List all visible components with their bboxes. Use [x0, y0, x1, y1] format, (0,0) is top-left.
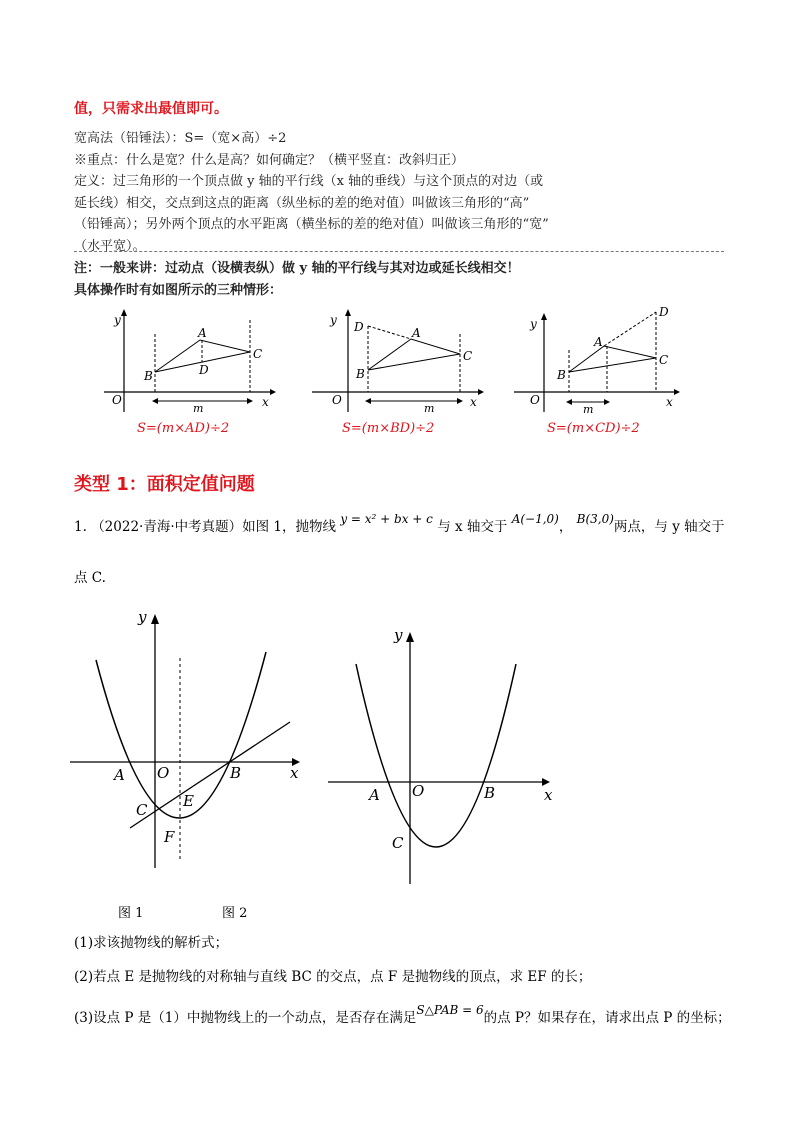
fig2-o-label: O [332, 393, 342, 407]
question-1-line-1 [74, 512, 734, 535]
fig-1-c-label: C [136, 801, 148, 819]
point-b: B(3,0) [576, 512, 614, 526]
intro-note: 值，只需求出最值即可。 [74, 101, 228, 117]
method-line-6: （水平宽）。 [74, 238, 146, 254]
point-a: A(−1,0) [511, 512, 559, 526]
fig1-b-label: B [144, 369, 153, 383]
question-text-mid: 与 x 轴交于 [437, 519, 508, 535]
method-line-4: 延长线）相交，交点到这点的距离（纵坐标的差的绝对值）叫做该三角形的“高” [74, 195, 530, 211]
fig-2-c-label: C [392, 834, 404, 852]
fig3-a-label: A [594, 335, 603, 349]
part-3-math: S△PAB = 6 [416, 1003, 484, 1017]
fig-1-e-label: E [183, 792, 194, 810]
question-source: （2022·青海·中考真题）如图 1，抛物线 [91, 519, 337, 535]
formula-2: S=(m×BD)÷2 [342, 421, 435, 436]
fig3-b-label: B [557, 368, 566, 382]
part-3 [74, 1003, 731, 1026]
method-line-1: 宽高法（铅锤法）：S=（宽×高）÷2 [74, 131, 287, 146]
method-line-2: ※重点：什么是宽？什么是高？如何确定？（横平竖直：改斜归正） [74, 152, 465, 168]
method-line-5: （铅锤高）；另外两个顶点的水平距离（横坐标的差的绝对值）叫做该三角形的“宽” [74, 217, 549, 232]
figure-1 [66, 600, 316, 890]
part-3-before: (3)设点 P 是（1）中抛物线上的一个动点，是否存在满足 [74, 1010, 417, 1026]
fig1-o-label: O [112, 393, 122, 407]
note-line-2: 具体操作时有如图所示的三种情形： [74, 282, 283, 298]
figure-2 [326, 620, 566, 890]
fig1-d-label: D [199, 363, 209, 377]
fig-1-f-label: F [164, 828, 175, 846]
dashed-divider [74, 251, 724, 252]
fig2-a-label: A [412, 326, 421, 340]
small-figure-1 [100, 304, 280, 416]
fig1-c-label: C [253, 347, 263, 361]
fig-1-a-label: A [114, 766, 125, 784]
fig-1-x-label: x [290, 764, 299, 782]
section-heading: 类型 1：面积定值问题 [74, 474, 255, 495]
fig2-m-label: m [424, 402, 435, 415]
fig-2-a-label: A [369, 786, 380, 804]
fig1-m-label: m [193, 402, 204, 415]
question-number: 1. [74, 519, 87, 535]
fig1-y-label: y [114, 313, 121, 327]
part-1: (1)求该抛物线的解析式； [74, 935, 229, 951]
fig-1-b-label: B [230, 764, 242, 782]
fig-1-y-label: y [138, 608, 147, 626]
note-line-1: 注：一般来讲：过动点（设横表纵）做 y 轴的平行线与其对边或延长线相交！ [74, 261, 520, 276]
question-text-end: 两点，与 y 轴交于 [613, 519, 725, 535]
method-box [74, 128, 722, 257]
fig3-m-label: m [583, 403, 594, 416]
figure-2-caption: 图 2 [222, 906, 248, 921]
fig-2-y-label: y [394, 626, 403, 644]
question-comma: ， [558, 519, 573, 535]
part-3-after: 的点 P？如果存在，请求出点 P 的坐标； [483, 1010, 731, 1026]
parabola-equation: y = x² + bx + c [340, 512, 433, 526]
fig3-x-label: x [666, 395, 673, 409]
small-figure-2 [308, 304, 488, 416]
fig-1-o-label: O [157, 764, 170, 782]
fig2-b-label: B [356, 367, 365, 381]
method-line-3: 定义：过三角形的一个顶点做 y 轴的平行线（x 轴的垂线）与这个顶点的对边（或 [74, 174, 544, 189]
formula-3: S=(m×CD)÷2 [547, 421, 640, 436]
figure-1-caption: 图 1 [118, 906, 144, 921]
note-box [74, 258, 520, 301]
fig3-y-label: y [530, 317, 537, 331]
fig2-d-label: D [354, 320, 364, 334]
fig1-a-label: A [198, 326, 207, 340]
fig-2-x-label: x [544, 786, 553, 804]
small-figure-3 [508, 304, 688, 416]
fig3-c-label: C [659, 353, 669, 367]
fig2-x-label: x [470, 395, 477, 409]
fig2-c-label: C [463, 349, 473, 363]
fig2-y-label: y [330, 313, 337, 327]
part-2: (2)若点 E 是抛物线的对称轴与直线 BC 的交点，点 F 是抛物线的顶点，求 EF 的长； [74, 969, 592, 985]
fig3-d-label: D [659, 305, 669, 319]
fig-2-b-label: B [484, 784, 496, 802]
question-1-line-2: 点 C. [74, 570, 106, 586]
fig-2-o-label: O [412, 782, 425, 800]
fig3-o-label: O [530, 393, 540, 407]
formula-1: S=(m×AD)÷2 [137, 421, 230, 436]
fig1-x-label: x [262, 395, 269, 409]
